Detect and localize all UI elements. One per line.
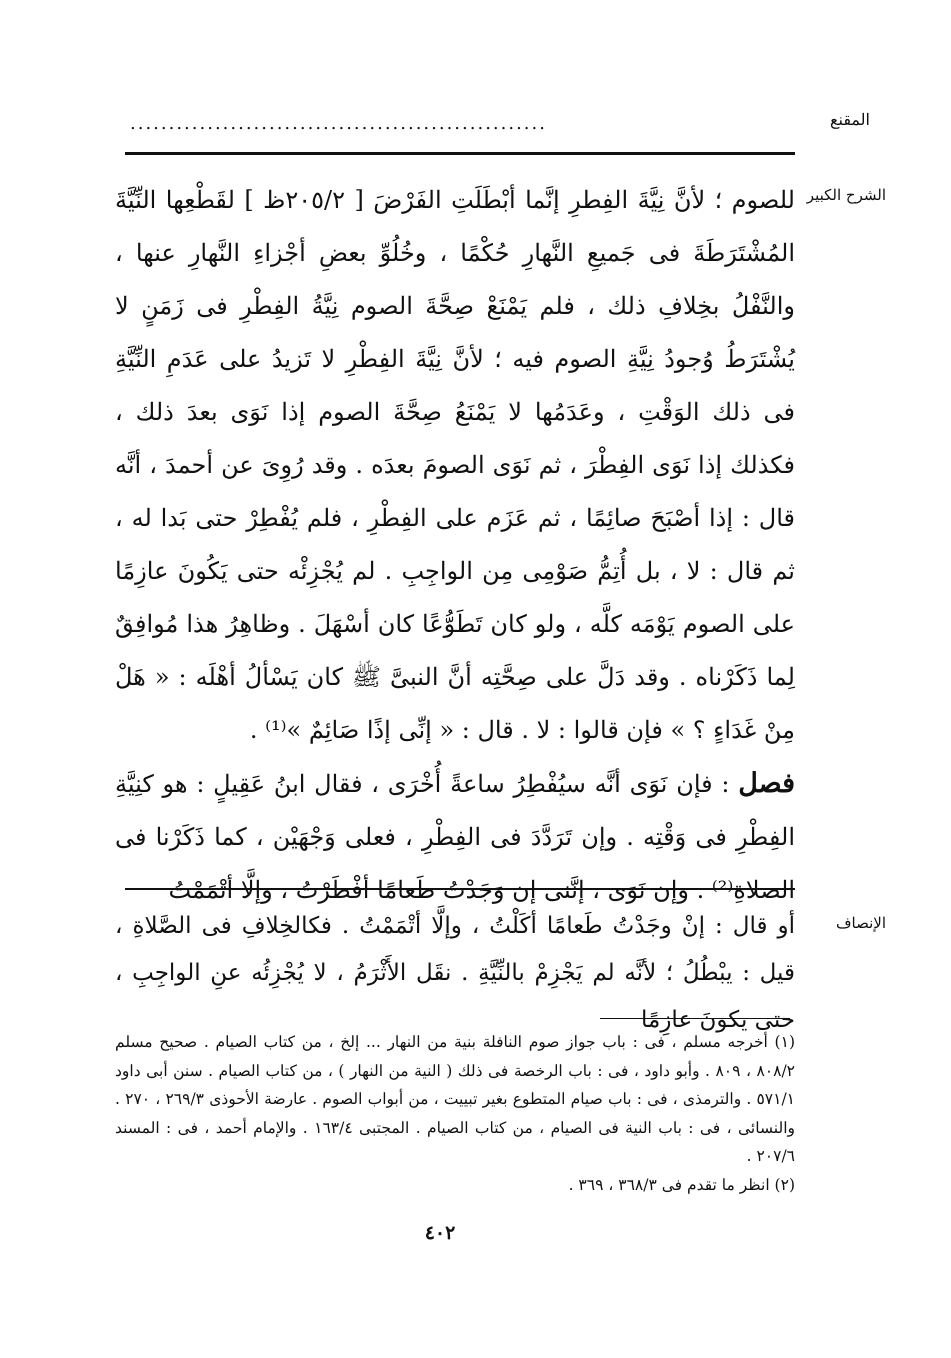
main-paragraph-1: للصوم ؛ لأنَّ نِيَّةَ الفِطرِ إنَّما أبْطَلَتِ الفَرْضَ [ ٢٠٥/٢ظ ] لقَطْعِها النِّيَّةَ المُشْتَرَطَةَ فى جَميعِ النَّهارِ حُكْمًا ، وخُلُوِّ بعضِ أجْزاءِ النَّهارِ عنها ، والنَّفْلُ بخِلافِ ذلك ، فلم يَمْنَعْ صِحَّةَ الصوم نِيَّةُ الفِطْرِ فى زَمَنٍ لا يُشْتَرَطُ وُجودُ نِيَّةِ الصوم فيه ؛ لأنَّ نِيَّةَ الفِطْرِ لا تَزيدُ على عَدَمِ النِّيَّةِ فى ذلك الوَقْتِ ، وعَدَمُها لا يَمْنَعُ صِحَّةَ الصوم إذا نَوَى بعدَ ذلك ، فكذلك إذا نَوَى الفِطْرَ ، ثم نَوَى الصومَ بعدَه . وقد رُوِىَ عن أحمدَ ، أنَّه قال : إذا أصْبَحَ صائِمًا ، ثم عَزَم على الفِطْرِ ، فلم يُفْطِرْ حتى بَدا له ، ثم قال : لا ، بل أُتِمُّ صَوْمِى مِن الواجِبِ . لم يُجْزِئْه حتى يَكُونَ عازِمًا على الصوم يَوْمَه كلَّه ، ولو كان تَطَوُّعًا كان أسْهَلَ . وظاهِرُ هذا مُوافِقٌ لِما ذَكَرْناه . وقد دَلَّ على صِحَّتِه أنَّ النبىَّ ﷺ كان يَسْألُ أهْلَه : « هَلْ مِنْ غَدَاءٍ ؟ » فإن قالوا : لا . قال : « إنِّى إذًا صَائِمٌ »⁽¹⁾ .	[115, 186, 795, 744]
insaf-text	[115, 903, 795, 1044]
insaf-paragraph: أو قال : إنْ وجَدْتُ طَعامًا أكَلْتُ ، وإلَّا أتْمَمْتُ . فكالخِلافِ فى الصَّلاةِ ، قيل : يبْطُلُ ؛ لأنَّه لم يَجْزِمْ بالنِّيَّةِ . نقَل الأَثْرَمُ ، لا يُجْزِئُه عنِ الواجِبِ ، حتى يكونَ عازِمًا	[115, 913, 795, 1033]
page-number: ٤٠٢	[424, 1222, 456, 1244]
main-text	[115, 174, 795, 917]
top-rule	[125, 152, 795, 155]
footnote-2: (٢) انظر ما تقدم فى ٣٦٨/٣ ، ٣٦٩ .	[568, 1175, 795, 1194]
footnote-1: (١) أخرجه مسلم ، فى : باب جواز صوم النافلة بنية من النهار ... إلخ ، من كتاب الصيام . صحيح مسلم ٨٠٨/٢ ، ٨٠٩ . وأبو داود ، فى : باب الرخصة فى ذلك ( النية من النهار ) ، من كتاب الصيام . سنن أبى داود ٥٧١/١ . والترمذى ، فى : باب صيام المتطوع بغير تبييت ، من أبواب الصوم . عارضة الأحوذى ٢٦٩/٣ ، ٢٧٠ . والنسائى ، فى : باب النية فى الصيام ، من كتاب الصيام . المجتبى ١٦٣/٤ . والإمام أحمد ، فى : المسند ٢٠٧/٦ .	[115, 1033, 796, 1165]
main-paragraph-2-text: : فإن نَوَى أنَّه سيُفْطِرُ ساعةً أُخْرَى ، فقال ابنُ عَقِيلٍ : هو كنِيَّةِ الفِطْرِ فى وَقْتِه . وإن تَرَدَّدَ فى الفِطْرِ ، فعلى وَجْهَيْن ، كما ذَكَرْنا فى الصلاةِ⁽²⁾ . وإن نَوَى ، إنَّنى إن وَجَدْتُ طَعامًا أفْطَرْتُ ، وإلَّا أتْمَمْتُ	[115, 770, 795, 904]
fasl-heading: فصل	[738, 768, 795, 799]
footnotes	[115, 1028, 795, 1199]
header-dotted-leader: ......................................................	[130, 113, 547, 134]
book-title-header: المقنع	[829, 110, 870, 129]
side-label-sharh: الشرح الكبير	[806, 186, 886, 204]
footnote-rule	[600, 1018, 790, 1019]
section-divider	[125, 888, 795, 890]
main-paragraph-2	[115, 757, 795, 917]
side-label-insaf: الإنصاف	[835, 914, 886, 932]
